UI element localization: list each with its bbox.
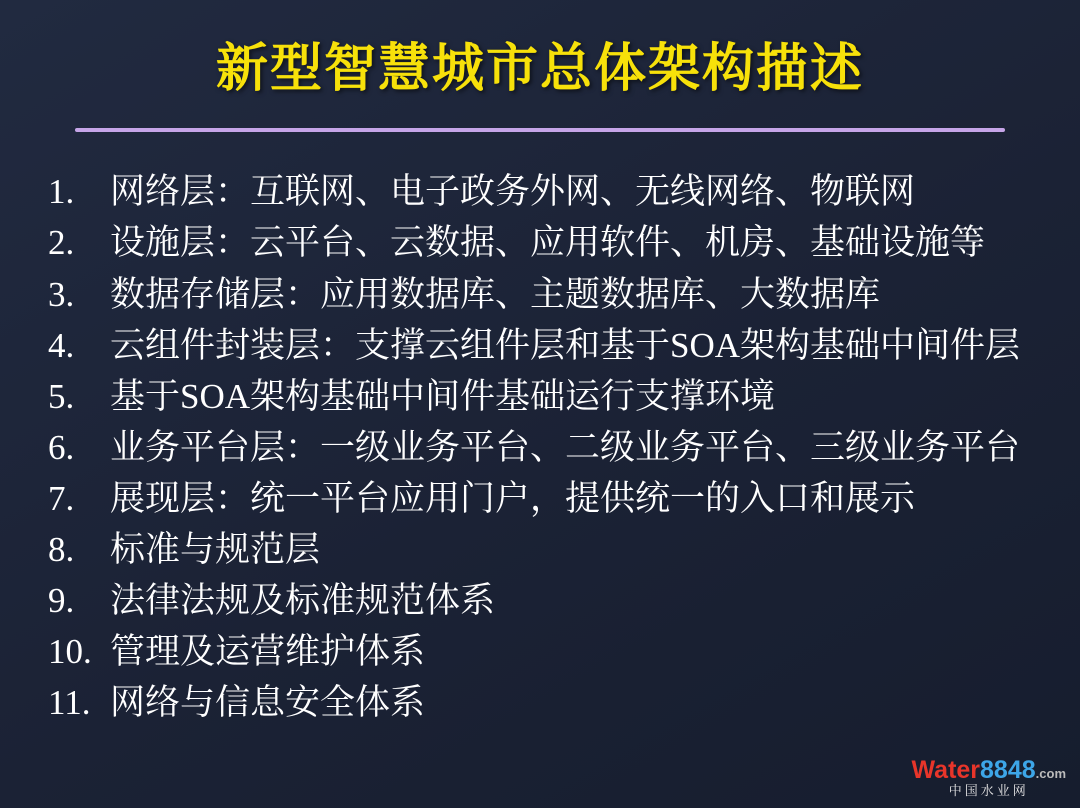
list-item (48, 524, 1040, 575)
watermark (912, 757, 1067, 798)
architecture-list (0, 166, 1080, 728)
list-item-number: 10. (48, 632, 92, 672)
list-item (48, 677, 1040, 728)
watermark-subtitle: 中国水业网 (948, 783, 1029, 799)
list-item-label: 网络与信息安全体系 (110, 683, 426, 723)
list-item (48, 320, 1040, 371)
list-item-number: 5. (48, 376, 75, 416)
list-item-label: 业务平台层：一级业务平台、二级业务平台、三级业务平台 (110, 427, 1021, 467)
list-item (48, 166, 1040, 217)
list-item-number: 7. (48, 478, 75, 518)
watermark-brand-domain: .com (1035, 766, 1066, 782)
page-title: 新型智慧城市总体架构描述 (215, 40, 864, 98)
list-item-number: 6. (48, 427, 75, 467)
list-item (48, 371, 1040, 422)
list-item-label: 数据存储层：应用数据库、主题数据库、大数据库 (110, 274, 881, 314)
list-item-number: 4. (48, 325, 75, 365)
list-item-label: 管理及运营维护体系 (110, 632, 426, 672)
watermark-brand (912, 757, 1067, 783)
title-divider (75, 128, 1005, 132)
list-item (48, 217, 1040, 268)
list-item-label: 云组件封装层：支撑云组件层和基于SOA架构基础中间件层 (110, 325, 1021, 365)
list-item-number: 11. (48, 683, 91, 723)
list-item-number: 9. (48, 581, 75, 621)
list-item-label: 法律法规及标准规范体系 (110, 581, 496, 621)
watermark-brand-number: 8848 (980, 756, 1036, 785)
list-item (48, 626, 1040, 677)
list-item-label: 标准与规范层 (110, 530, 321, 570)
list-item (48, 269, 1040, 320)
list-item (48, 473, 1040, 524)
list-item-number: 1. (48, 172, 75, 212)
list-item-number: 3. (48, 274, 75, 314)
list-item (48, 575, 1040, 626)
list-item-label: 设施层：云平台、云数据、应用软件、机房、基础设施等 (110, 223, 986, 263)
watermark-brand-w: Water (911, 756, 981, 785)
list-item-label: 展现层：统一平台应用门户，提供统一的入口和展示 (110, 478, 916, 518)
list-item-number: 2. (48, 223, 75, 263)
list-item (48, 422, 1040, 473)
list-item-label: 基于SOA架构基础中间件基础运行支撑环境 (110, 376, 776, 416)
list-item-number: 8. (48, 530, 75, 570)
list-item-label: 网络层：互联网、电子政务外网、无线网络、物联网 (110, 172, 916, 212)
